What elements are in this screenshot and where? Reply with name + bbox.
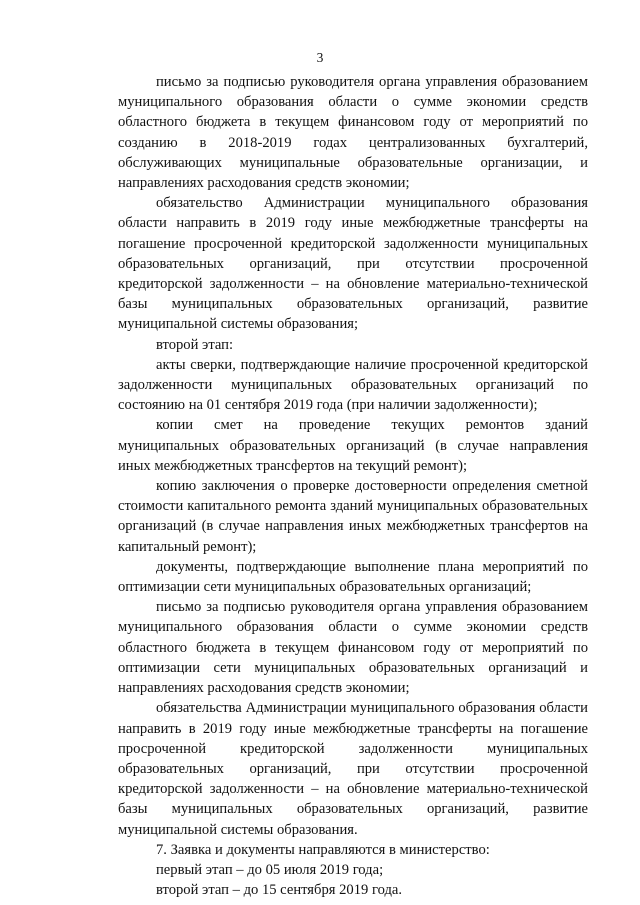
document-body — [118, 72, 588, 900]
paragraph: письмо за подписью руководителя органа управления образованием муниципального образования области о сумме экономии средств областного бюджета в текущем финансовом году от мероприятий по оптимизации сети муниципальных образовательных организаций и направлениях расходования средств экономии; — [118, 599, 588, 697]
paragraph: второй этап – до 15 сентября 2019 года. — [156, 882, 402, 899]
paragraph: первый этап – до 05 июля 2019 года; — [156, 861, 384, 878]
paragraph: обязательства Администрации муниципального образования области направить в 2019 году иные межбюджетные трансферты на погашение просроченной кредиторской задолженности муниципальных образовательных организаций, при отсутствии просроченной кредиторской задолженности – на обновление материально-технической базы муниципальных образовательных организаций, развитие муниципальной системы образования. — [118, 700, 588, 838]
paragraph: 7. Заявка и документы направляются в министерство: — [156, 841, 490, 858]
paragraph: документы, подтверждающие выполнение плана мероприятий по оптимизации сети муниципальных образовательных организаций; — [118, 558, 588, 596]
paragraph: письмо за подписью руководителя органа управления образованием муниципального образования области о сумме экономии средств областного бюджета в текущем финансовом году от мероприятий по созданию в 2018-2019 годах централизованных бухгалтерий, обслуживающих муниципальные образовательные организации, и направлениях расходования средств экономии; — [118, 74, 588, 192]
paragraph: обязательство Администрации муниципального образования области направить в 2019 году иные межбюджетные трансферты на погашение просроченной кредиторской задолженности муниципальных образовательных организаций, при отсутствии просроченной кредиторской задолженности – на обновление материально-технической базы муниципальных образовательных организаций, развитие муниципальной системы образования; — [118, 195, 588, 333]
page-number: 3 — [316, 50, 324, 65]
paragraph: акты сверки, подтверждающие наличие просроченной кредиторской задолженности муниципальных образовательных организаций по состоянию на 01 сентября 2019 года (при наличии задолженности); — [118, 356, 588, 414]
paragraph: копию заключения о проверке достоверности определения сметной стоимости капитального ремонта зданий муниципальных образовательных организаций (в случае направления иных межбюджетных трансфертов на капитальный ремонт); — [118, 478, 588, 555]
paragraph: второй этап: — [156, 336, 234, 353]
paragraph: копии смет на проведение текущих ремонтов зданий муниципальных образовательных организаций (в случае направления иных межбюджетных трансфертов на текущий ремонт); — [118, 417, 588, 474]
